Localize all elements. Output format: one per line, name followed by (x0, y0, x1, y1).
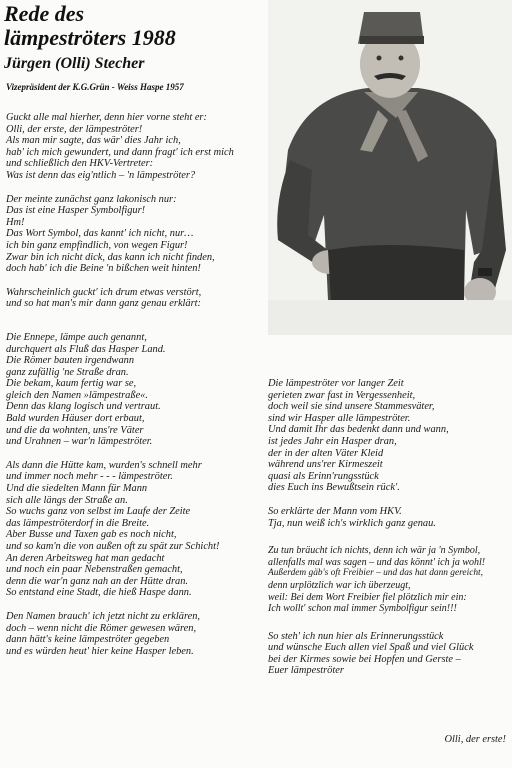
poem-line: und so kam'n die von außen oft zu spät zur Schicht! (6, 541, 220, 552)
poem-stanza (6, 287, 268, 310)
poem-line: bei der Kirmes sowie bei Hopfen und Gerste – (268, 653, 461, 665)
poem-line: und noch ein paar Nebenstraßen gemacht, (6, 564, 183, 576)
poem-line: An deren Arbeitsweg hat man gedacht (6, 552, 165, 564)
poem-line: Guckt alle mal hierher, denn hier vorne steht er: (6, 112, 207, 123)
poem-line: Hm! (6, 216, 25, 228)
poem-line: Das ist eine Hasper Symbolfigur! (6, 205, 146, 217)
poem-line: So entstand eine Stadt, die hieß Haspe dann. (6, 587, 192, 599)
poem-stanza (6, 332, 268, 448)
poem-line: gleich den Namen »lämpestraße«. (6, 389, 148, 401)
poem-line: und wünsche Euch allen viel Spaß und viel Glück (268, 642, 474, 654)
poem-line: Den Namen brauch' ich jetzt nicht zu erklären, (6, 610, 201, 622)
poem-stanza (268, 545, 508, 615)
poem-line: der in der alten Väter Kleid (268, 447, 384, 459)
poem-line: Die Römer bauten irgendwann (6, 355, 135, 367)
poem-line: durchquert als Fluß das Hasper Land. (6, 343, 166, 355)
poem-line: gerieten zwar fast in Vergessenheit, (268, 389, 416, 401)
poem-line: quasi als Erinn'rungsstück (268, 470, 379, 482)
poem-line: sich alle längs der Straße an. (6, 494, 128, 506)
poem-line: dann hätt's keine lämpeströter gegeben (6, 634, 170, 646)
poem-line: Aber Busse und Taxen gab es noch nicht, (6, 529, 177, 541)
poem-stanza (268, 506, 508, 529)
poem-stanza (6, 194, 268, 275)
poem-line: Olli, der erste, der lämpeströter! (6, 123, 143, 135)
poem-line: Als man mir sagte, das wär' dies Jahr ich, (6, 135, 181, 147)
poem-line: Außerdem gäb's oft Freibier – und das hat dann gereicht, (268, 568, 483, 579)
poem-line: sind wir Hasper alle lämpeströter. (268, 412, 411, 424)
poem-line: Tja, nun weiß ich's wirklich ganz genau. (268, 517, 436, 529)
poem-line: weil: Bei dem Wort Freibier fiel plötzlich mir ein: (268, 591, 467, 603)
poem-stanza (6, 112, 268, 182)
author-role: Vizepräsident der K.G.Grün - Weiss Haspe 1957 (6, 82, 184, 92)
poem-line: So erklärte der Mann vom HKV. (268, 505, 402, 517)
poem-line: Bald wurden Häuser dort erbaut, (6, 413, 145, 425)
poem-line: Ich wollt' schon mal immer Symbolfigur sein!!! (268, 603, 457, 615)
poem-line: Als dann die Hütte kam, wurden's schnell mehr (6, 459, 202, 471)
poem-line: Das Wort Symbol, das kannt' ich nicht, nur… (6, 228, 194, 240)
poem-line: und Urahnen – war'n lämpeströter. (6, 436, 153, 448)
poem-line: doch weil sie sind unsere Stammesväter, (268, 401, 435, 413)
poem-stanza (268, 631, 508, 677)
poem-stanza (6, 611, 268, 657)
poem-line: Die Ennepe, lämpe auch genannt, (6, 331, 147, 343)
poem-line: Und die siedelten Mann für Mann (6, 483, 148, 495)
poem-line: Euer lämpeströter (268, 665, 344, 677)
poem-line: Wahrscheinlich guckt' ich drum etwas verstört, (6, 286, 202, 298)
author-photo (268, 0, 512, 335)
poem-line: ist jedes Jahr ein Hasper dran, (268, 435, 397, 447)
poem-line: doch – wenn nicht die Römer gewesen wären, (6, 622, 197, 634)
poem-line: Was ist denn das eig'ntlich – 'n lämpeströter? (6, 169, 196, 181)
poem-line: Die lämpeströter vor langer Zeit (268, 378, 404, 389)
poem-line: dies Euch ins Bewußtsein rück'. (268, 482, 400, 494)
poem-line: Die bekam, kaum fertig war se, (6, 378, 137, 390)
poem-stanza (268, 378, 508, 494)
man-portrait-illustration (268, 0, 512, 335)
poem-line: Der meinte zunächst ganz lakonisch nur: (6, 193, 177, 205)
poem-left-column (6, 112, 268, 669)
poem-line: und so hat man's mir dann ganz genau erklärt: (6, 298, 202, 310)
title-line-2: lämpeströters 1988 (4, 25, 176, 50)
poem-line: und immer noch mehr - - - lämpeströter. (6, 471, 173, 483)
poem-line: doch hab' ich die Beine 'n bißchen weit hinten! (6, 263, 201, 275)
poem-line: denn die war'n ganz nah an der Hütte dran. (6, 575, 189, 587)
poem-line: ganz zufällig 'ne Straße dran. (6, 366, 129, 378)
poem-stanza (6, 460, 268, 599)
poem-line: während uns'rer Kirmeszeit (268, 459, 383, 471)
poem-line: Zwar bin ich nicht dick, das kann ich nicht finden, (6, 251, 215, 263)
poem-line: Zu tun bräucht ich nichts, denn ich wär ja 'n Symbol, (268, 545, 481, 557)
poem-line: und schließlich den HKV-Vertreter: (6, 158, 154, 170)
poem-line: So wuchs ganz von selbst im Laufe der Zeite (6, 506, 191, 518)
poem-line: Und damit Ihr das bedenkt dann und wann, (268, 424, 449, 436)
poem-line: denn urplötzlich war ich überzeugt, (268, 579, 411, 591)
poem-line: hab' ich mich gewundert, und dann fragt' ich erst mich (6, 146, 234, 158)
poem-line: Denn das klang logisch und vertraut. (6, 401, 161, 413)
poem-line: und die da wohnten, uns're Väter (6, 424, 144, 436)
poem-line: das lämpeströterdorf in die Breite. (6, 517, 150, 529)
poem-line: ich bin ganz empfindlich, von wegen Figur! (6, 239, 188, 251)
author-name: Jürgen (Olli) Stecher (4, 55, 145, 72)
title-line-1: Rede des (4, 1, 85, 26)
poem-line: So steh' ich nun hier als Erinnerungsstück (268, 630, 444, 642)
poem-line: und es würden heut' hier keine Hasper leben. (6, 645, 194, 657)
page-title (4, 2, 176, 50)
poem-line: allenfalls mal was sagen – und das könnt' ich ja wohl! (268, 556, 486, 568)
poem-right-column (268, 378, 508, 689)
signature: Olli, der erste! (444, 734, 506, 745)
